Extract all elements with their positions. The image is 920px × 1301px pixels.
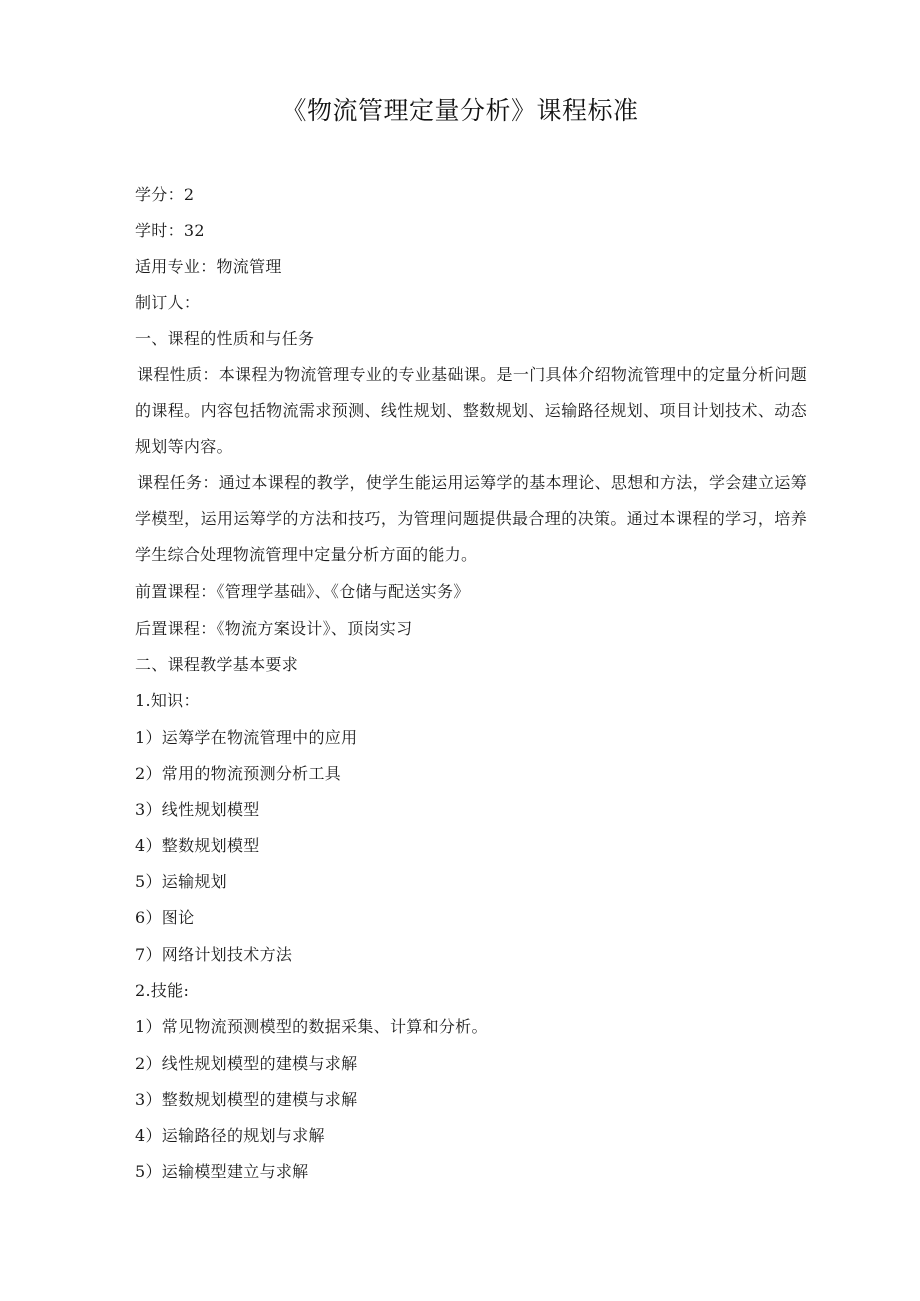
hours-line: 学时：32	[135, 221, 205, 240]
document-title: 《物流管理定量分析》课程标准	[281, 96, 639, 125]
skills-item: 2）线性规划模型的建模与求解	[135, 1054, 358, 1073]
knowledge-heading: 1.知识：	[135, 691, 200, 710]
task-paragraph: 课程任务：通过本课程的教学，使学生能运用运筹学的基本理论、思想和方法，学会建立运筹学模型，运用运筹学的方法和技巧，为管理问题提供最合理的决策。通过本课程的学习，培养学生综合处理物流管理中定量分析方面的能力。	[135, 473, 807, 564]
knowledge-item: 4）整数规划模型	[135, 836, 260, 855]
section2-heading: 二、课程教学基本要求	[135, 655, 299, 674]
skills-item: 5）运输模型建立与求解	[135, 1162, 309, 1181]
knowledge-item: 6）图论	[135, 908, 195, 927]
knowledge-item: 7）网络计划技术方法	[135, 945, 293, 964]
knowledge-item: 1）运筹学在物流管理中的应用	[135, 728, 358, 747]
major-line: 适用专业：物流管理	[135, 257, 282, 276]
knowledge-item: 3）线性规划模型	[135, 800, 260, 819]
skills-item: 1）常见物流预测模型的数据采集、计算和分析。	[135, 1017, 488, 1036]
section1-heading: 一、课程的性质和与任务	[135, 329, 315, 348]
skills-item: 3）整数规划模型的建模与求解	[135, 1090, 358, 1109]
knowledge-item: 5）运输规划	[135, 872, 227, 891]
author-line: 制订人：	[135, 293, 201, 312]
nature-paragraph: 课程性质：本课程为物流管理专业的专业基础课。是一门具体介绍物流管理中的定量分析问题的课程。内容包括物流需求预测、线性规划、整数规划、运输路径规划、项目计划技术、动态规划等内容。	[135, 365, 807, 456]
followup-line: 后置课程：《物流方案设计》、顶岗实习	[135, 619, 413, 638]
credits-line: 学分：2	[135, 185, 195, 204]
skills-heading: 2.技能:	[135, 981, 190, 1000]
knowledge-item: 2）常用的物流预测分析工具	[135, 764, 342, 783]
prerequisite-line: 前置课程：《管理学基础》、《仓储与配送实务》	[135, 582, 470, 601]
skills-item: 4）运输路径的规划与求解	[135, 1126, 325, 1145]
